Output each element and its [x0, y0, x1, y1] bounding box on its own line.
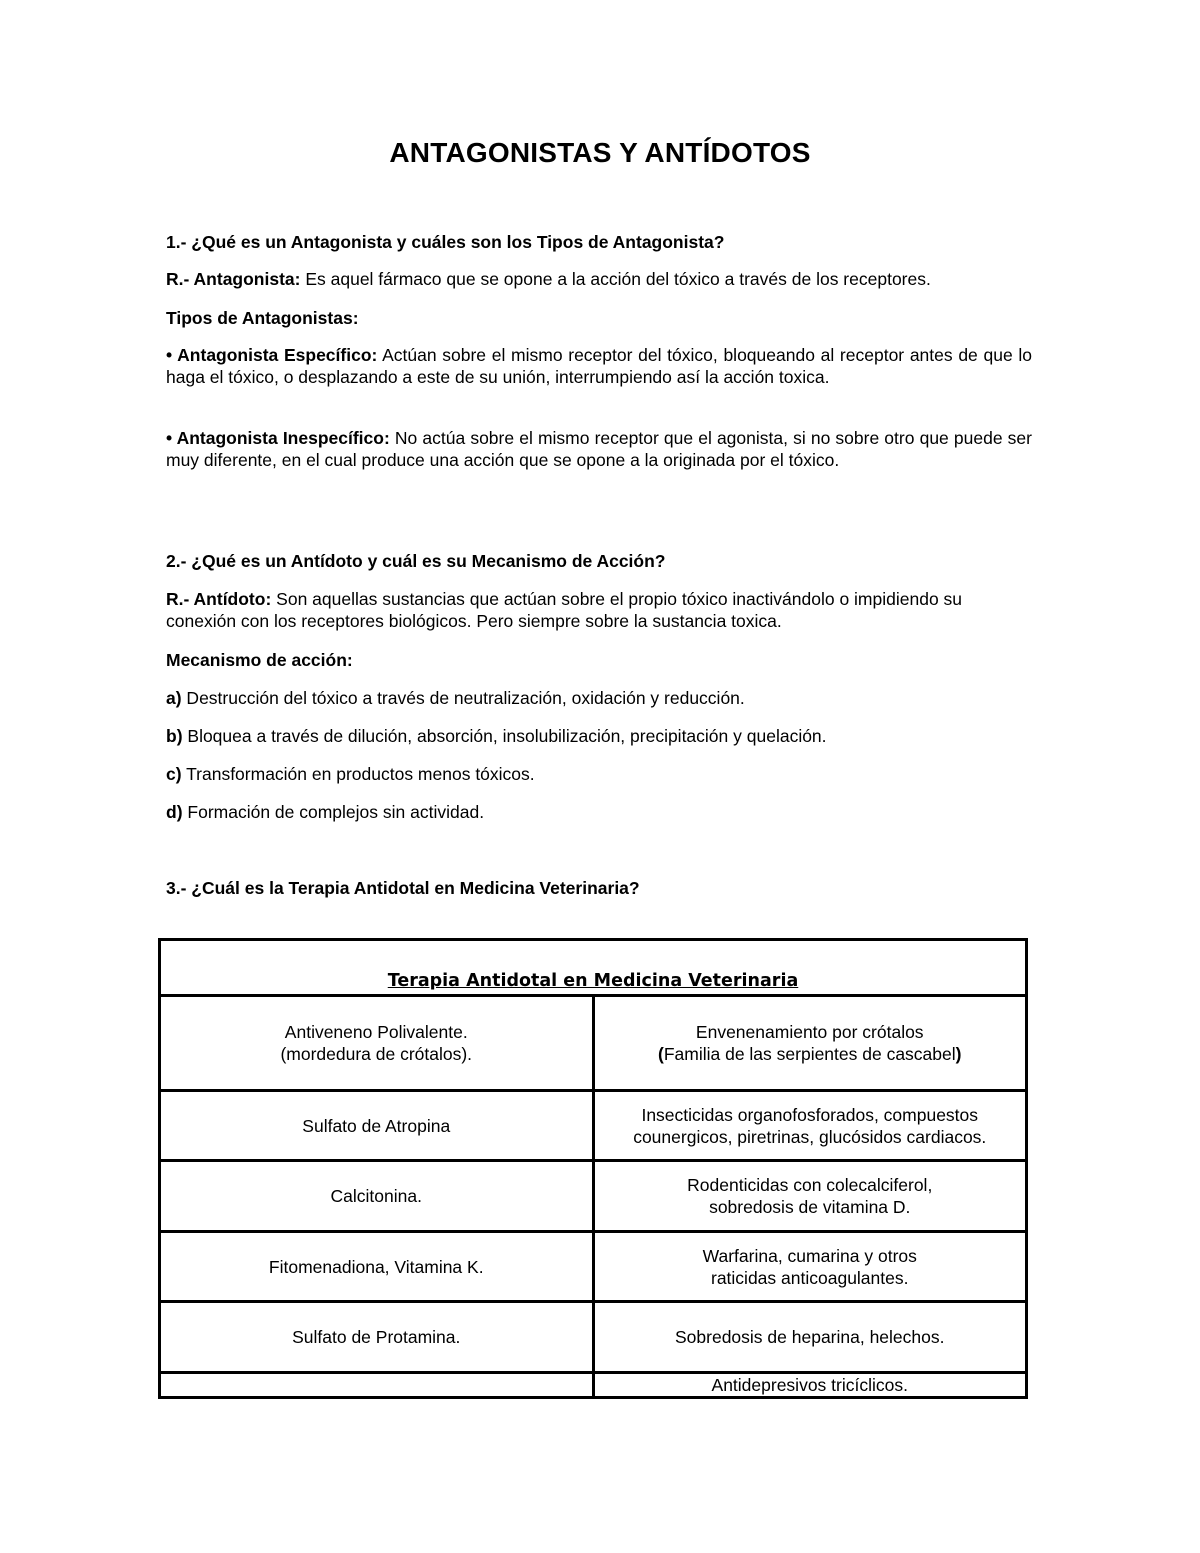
- antagonist-type-nonspecific: [166, 427, 1032, 471]
- indication-line: raticidas anticoagulantes.: [711, 1267, 909, 1288]
- answer-2-text: Son aquellas sustancias que actúan sobre el propio tóxico inactivándolo o impidiendo su conexión con los receptores biológicos. Pero siempre sobre la sustancia toxica.: [166, 589, 963, 631]
- paren-open: (: [658, 1044, 664, 1064]
- indication-cell: [593, 1091, 1027, 1161]
- page-title: ANTAGONISTAS Y ANTÍDOTOS: [389, 137, 811, 168]
- type-label: • Antagonista Inespecífico:: [166, 428, 390, 448]
- table-row: [160, 1161, 1027, 1232]
- indication-line: counergicos, piretrinas, glucósidos cardiacos.: [633, 1126, 987, 1147]
- mechanism-text: Bloquea a través de dilución, absorción, insolubilización, precipitación y quelación.: [182, 726, 827, 746]
- indication-line: Sobredosis de heparina, helechos.: [675, 1327, 945, 1347]
- indication-line: Warfarina, cumarina y otros: [702, 1245, 917, 1266]
- mechanism-item: [166, 725, 1032, 747]
- table-row: [160, 1373, 1027, 1398]
- answer-2-label: R.- Antídoto:: [166, 589, 272, 609]
- indication-line: Rodenticidas con colecalciferol,: [687, 1175, 933, 1195]
- mechanism-text: Formación de complejos sin actividad.: [182, 802, 485, 822]
- antidote-cell: [160, 1091, 594, 1161]
- mechanism-heading: Mecanismo de acción:: [166, 650, 353, 670]
- table-row: [160, 996, 1027, 1091]
- table-row: [160, 1091, 1027, 1161]
- antidote-cell: [160, 1302, 594, 1373]
- antidote-line: Sulfato de Protamina.: [292, 1327, 461, 1347]
- antidote-cell: [160, 1161, 594, 1232]
- antidote-cell: [160, 996, 594, 1091]
- mechanism-item: [166, 763, 1032, 785]
- antidote-line: Sulfato de Atropina: [302, 1115, 451, 1136]
- types-heading: Tipos de Antagonistas:: [166, 308, 359, 328]
- indication-cell: [593, 1232, 1027, 1302]
- table-row: [160, 1302, 1027, 1373]
- indication-line: Insecticidas organofosforados, compuestos: [641, 1104, 979, 1125]
- table-heading: Terapia Antidotal en Medicina Veterinaria: [160, 940, 1027, 996]
- indication-cell: [593, 1302, 1027, 1373]
- mechanism-text: Destrucción del tóxico a través de neutralización, oxidación y reducción.: [181, 688, 745, 708]
- indication-line: [601, 1043, 1020, 1065]
- antidote-cell: [160, 1232, 594, 1302]
- mechanism-letter: b): [166, 726, 183, 746]
- antidote-line: Antiveneno Polivalente.: [284, 1022, 468, 1042]
- question-2: 2.- ¿Qué es un Antídoto y cuál es su Mecanismo de Acción?: [166, 551, 666, 571]
- antidote-cell: [160, 1373, 594, 1398]
- indication-line: sobredosis de vitamina D.: [709, 1197, 911, 1217]
- antidote-line: Fitomenadiona, Vitamina K.: [268, 1256, 484, 1277]
- indication-cell: [593, 1373, 1027, 1398]
- indication-line: Envenenamiento por crótalos: [695, 1022, 924, 1042]
- paren-close: ): [955, 1044, 962, 1064]
- table-header-row: [160, 940, 1027, 996]
- antidote-table: [158, 938, 1028, 1399]
- antidote-line: (mordedura de crótalos).: [280, 1044, 473, 1064]
- mechanism-letter: d): [166, 802, 183, 822]
- answer-1-label: R.- Antagonista:: [166, 269, 301, 289]
- answer-1: [166, 268, 1032, 290]
- mechanism-item: [166, 801, 1032, 823]
- indication-cell: [593, 996, 1027, 1091]
- type-label: • Antagonista Específico:: [166, 345, 378, 365]
- indication-line: Antidepresivos tricíclicos.: [711, 1375, 908, 1395]
- answer-2: [166, 588, 1032, 632]
- mechanism-text: Transformación en productos menos tóxicos.: [181, 764, 535, 784]
- type-text: No actúa sobre el mismo receptor que el agonista, si no sobre otro que puede ser muy diferente, en el cual produce una acción que se opone a la originada por el tóxico.: [166, 428, 1032, 470]
- indication-text: Familia de las serpientes de cascabel: [663, 1044, 956, 1064]
- antidote-line: Calcitonina.: [330, 1186, 422, 1206]
- mechanism-item: [166, 687, 1032, 709]
- mechanism-letter: c): [166, 764, 182, 784]
- indication-cell: [593, 1161, 1027, 1232]
- type-text: Actúan sobre el mismo receptor del tóxico, bloqueando al receptor antes de que lo haga el tóxico, o desplazando a este de su unión, interrumpiendo así la acción toxica.: [166, 345, 1032, 387]
- mechanism-letter: a): [166, 688, 182, 708]
- table-row: [160, 1232, 1027, 1302]
- antagonist-type-specific: [166, 344, 1032, 388]
- question-1: 1.- ¿Qué es un Antagonista y cuáles son los Tipos de Antagonista?: [166, 232, 725, 252]
- question-3: 3.- ¿Cuál es la Terapia Antidotal en Medicina Veterinaria?: [166, 878, 640, 898]
- answer-1-text: Es aquel fármaco que se opone a la acción del tóxico a través de los receptores.: [300, 269, 931, 289]
